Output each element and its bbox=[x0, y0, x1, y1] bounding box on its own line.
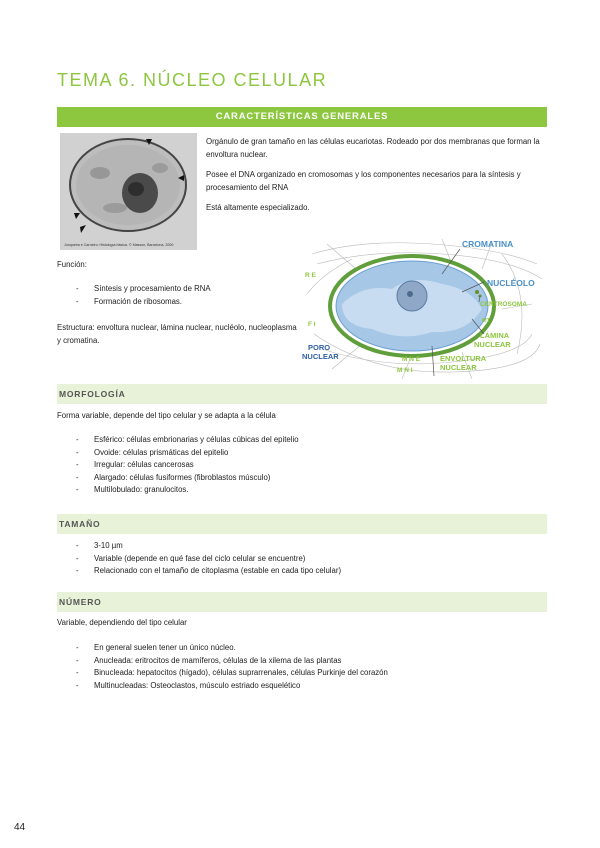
nucleus-micrograph-image bbox=[60, 133, 197, 250]
diagram-label-lamina: NUCLEAR bbox=[474, 340, 511, 349]
diagram-label-poro: PORO bbox=[308, 343, 331, 352]
diagram-label-fi: F I bbox=[308, 321, 316, 328]
list-item: - Síntesis y procesamiento de RNA bbox=[76, 283, 296, 296]
list-item: - Formación de ribosomas. bbox=[76, 296, 296, 309]
section-header-morfologia: MORFOLOGÍA bbox=[57, 384, 547, 404]
section-header-numero: NÚMERO bbox=[57, 592, 547, 612]
list-item: - 3-10 µm bbox=[76, 540, 536, 553]
list-item: - Irregular: células cancerosas bbox=[76, 459, 536, 472]
list-item: - Variable (depende en qué fase del ciclo celular se encuentre) bbox=[76, 553, 536, 566]
estructura-text: Estructura: envoltura nuclear, lámina nuclear, nucléolo, nucleoplasma y cromatina. bbox=[57, 323, 297, 345]
diagram-label-re: R E bbox=[305, 272, 316, 279]
list-item: - Anucleada: eritrocitos de mamíferos, células de la xilema de las plantas bbox=[76, 655, 536, 668]
list-item: - Relacionado con el tamaño de citoplasma (estable en cada tipo celular) bbox=[76, 565, 536, 578]
section-banner-caracteristicas: CARACTERÍSTICAS GENERALES bbox=[57, 107, 547, 127]
page-number: 44 bbox=[14, 822, 26, 833]
list-item: - Ovoide: células prismáticas del epitelio bbox=[76, 447, 536, 460]
diagram-label-lamina: LÁMINA bbox=[480, 331, 510, 340]
diagram-label-nucleolo: NUCLÉOLO bbox=[487, 278, 535, 288]
micrograph-caption: Junqueira e Carneiro: Histología básica. © Masson, Barcelona, 2000 bbox=[64, 243, 174, 247]
numero-list bbox=[76, 642, 536, 692]
morfologia-intro: Forma variable, depende del tipo celular y se adapta a la célula bbox=[57, 411, 276, 420]
intro-paragraph: Orgánulo de gran tamaño en las células eucariotas. Rodeado por dos membranas que forman la envoltura nuclear. bbox=[206, 137, 540, 159]
numero-intro: Variable, dependiendo del tipo celular bbox=[57, 618, 187, 627]
diagram-label-envoltura: NUCLEAR bbox=[440, 363, 477, 372]
diagram-label-cromatina: CROMATINA bbox=[462, 239, 514, 249]
centrosome bbox=[475, 290, 479, 294]
morfologia-list bbox=[76, 434, 536, 497]
intro-paragraph: Está altamente especializado. bbox=[206, 203, 310, 212]
nucleus-structure-diagram bbox=[302, 234, 547, 384]
intro-text bbox=[206, 136, 546, 223]
funcion-label: Función: bbox=[57, 260, 87, 269]
page-title: TEMA 6. NÚCLEO CELULAR bbox=[57, 70, 328, 90]
diagram-label-mne: M N E bbox=[402, 356, 421, 363]
diagram-label-envoltura: ENVOLTURA bbox=[440, 354, 487, 363]
intro-paragraph: Posee el DNA organizado en cromosomas y los componentes necesarios para la síntesis y procesamiento del RNA bbox=[206, 170, 521, 192]
diagram-label-mni: M N I bbox=[397, 367, 413, 374]
list-item: - Esférico: células embrionarias y células cúbicas del epitelio bbox=[76, 434, 536, 447]
diagram-label-centrosoma: CENTROSOMA bbox=[480, 301, 527, 308]
tamano-list bbox=[76, 540, 536, 578]
diagram-label-mt: MT bbox=[482, 318, 490, 324]
list-item: - Multinucleadas: Osteoclastos, músculo estriado esquelético bbox=[76, 680, 536, 693]
diagram-label-poro: NUCLEAR bbox=[302, 352, 339, 361]
list-item: - En general suelen tener un único núcleo. bbox=[76, 642, 536, 655]
funcion-list bbox=[76, 283, 296, 308]
section-header-tamano: TAMAÑO bbox=[57, 514, 547, 534]
list-item: - Alargado: células fusiformes (fibroblastos músculo) bbox=[76, 472, 536, 485]
list-item: - Binucleada: hepatocitos (hígado), células suprarrenales, células Purkinje del corazón bbox=[76, 667, 536, 680]
list-item: - Multilobulado: granulocitos. bbox=[76, 484, 536, 497]
